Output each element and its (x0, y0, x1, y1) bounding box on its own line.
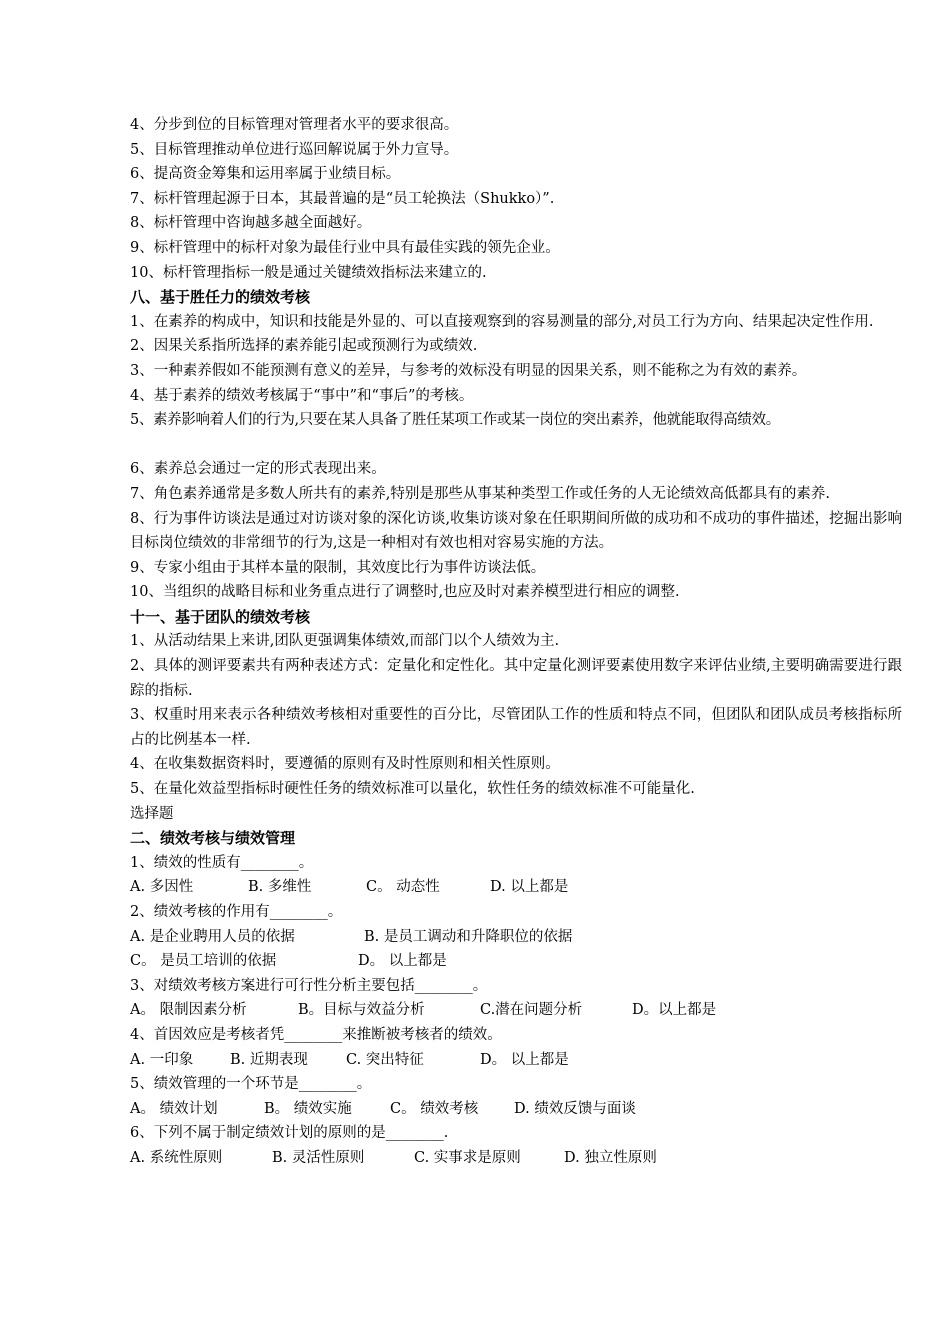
statement-8-5: 5、素养影响着人们的行为,只要在某人具备了胜任某项工作或某一岗位的突出素养，他就能取得高绩效。 (130, 412, 780, 429)
statement-7-8: 8、标杆管理中咨询越多越全面越好。 (130, 215, 372, 232)
statement-8-9: 9、专家小组由于其样本量的限制，其效度比行为事件访谈法低。 (130, 559, 546, 576)
option-d: D。 以上都是 (358, 953, 447, 970)
statement-11-5: 5、在量化效益型指标时硬性任务的绩效标准可以量化，软性任务的绩效标准不可能量化. (130, 781, 695, 798)
question-6-options (130, 1146, 902, 1171)
statement-7-6: 6、提高资金筹集和运用率属于业绩目标。 (130, 166, 401, 183)
section-11-heading: 十一、基于团队的绩效考核 (130, 607, 311, 626)
statement-7-4: 4、分步到位的目标管理对管理者水平的要求很高。 (130, 117, 459, 133)
option-a: A. 多因性 (130, 879, 194, 896)
question-5: 5、绩效管理的一个环节是________。 (130, 1076, 372, 1093)
statement-8-3: 3、一种素养假如不能预测有意义的差异，与参考的效标没有明显的因果关系，则不能称之为有效的素养。 (130, 362, 807, 379)
section-8-heading: 八、基于胜任力的绩效考核 (130, 288, 311, 307)
question-4: 4、首因效应是考核者凭________来推断被考核者的绩效。 (130, 1026, 502, 1043)
option-c: C。 绩效考核 (390, 1100, 479, 1117)
option-a: A。 限制因素分析 (130, 1002, 247, 1019)
statement-7-7: 7、标杆管理起源于日本，其最普遍的是“员工轮换法（Shukko）”. (130, 190, 555, 207)
statement-8-8: 8、行为事件访谈法是通过对访谈对象的深化访谈,收集访谈对象在任职期间所做的成功和不成功的事件描述，挖掘出影响目标岗位绩效的非常细节的行为,这是一种相对有效也相对容易实施的方法。 (130, 510, 902, 552)
option-b: B. 近期表现 (230, 1051, 308, 1068)
option-b: B. 是员工调动和升降职位的依据 (364, 928, 573, 945)
question-3: 3、对绩效考核方案进行可行性分析主要包括________。 (130, 977, 488, 994)
statement-11-2: 2、具体的测评要素共有两种表述方式：定量化和定性化。其中定量化测评要素使用数字来评估业绩,主要明确需要进行跟踪的指标. (130, 658, 902, 699)
statement-8-4: 4、基于素养的绩效考核属于“事中”和“事后”的考核。 (130, 387, 474, 404)
statement-11-3: 3、权重时用来表示各种绩效考核相对重要性的百分比，尽管团队工作的性质和特点不同，但团队和团队成员考核指标所占的比例基本一样. (130, 707, 902, 748)
question-2-options-row-1 (130, 925, 902, 950)
statement-8-6: 6、素养总会通过一定的形式表现出来。 (130, 461, 386, 478)
statement-8-7: 7、角色素养通常是多数人所共有的素养,特别是那些从事某种类型工作或任务的人无论绩效高低都具有的素养. (130, 485, 830, 502)
option-c: C. 实事求是原则 (414, 1149, 521, 1166)
option-b: B. 灵活性原则 (272, 1149, 365, 1166)
option-d: D。 以上都是 (480, 1051, 569, 1068)
option-a: A. 是企业聘用人员的依据 (130, 928, 295, 945)
question-3-options (130, 998, 902, 1023)
question-2: 2、绩效考核的作用有________。 (130, 904, 343, 920)
option-a: A. 系统性原则 (130, 1149, 223, 1166)
statement-8-1: 1、在素养的构成中，知识和技能是外显的、可以直接观察到的容易测量的部分,对员工行为方向、结果起决定性作用. (130, 313, 874, 330)
option-b: B. 多维性 (248, 879, 312, 896)
option-c: C. 突出特征 (346, 1051, 424, 1068)
question-6: 6、下列不属于制定绩效计划的原则的是________. (130, 1125, 449, 1142)
question-4-options (130, 1048, 902, 1073)
question-1: 1、绩效的性质有________。 (130, 854, 314, 871)
statement-8-2: 2、因果关系指所选择的素养能引起或预测行为或绩效. (130, 338, 478, 355)
option-d: D. 独立性原则 (564, 1149, 657, 1166)
question-2-options-row-2 (130, 949, 902, 974)
option-a: A. 一印象 (130, 1051, 194, 1068)
choice-questions-label: 选择题 (130, 805, 174, 822)
blank-line (130, 433, 902, 458)
statement-7-9: 9、标杆管理中的标杆对象为最佳行业中具有最佳实践的领先企业。 (130, 239, 560, 256)
section-2-heading: 二、绩效考核与绩效管理 (130, 829, 296, 848)
option-c: C。 动态性 (366, 879, 440, 896)
statement-7-5: 5、目标管理推动单位进行巡回解说属于外力宣导。 (130, 141, 459, 158)
option-d: D. 以上都是 (490, 879, 569, 896)
question-1-options (130, 875, 902, 900)
statement-11-4: 4、在收集数据资料时，要遵循的原则有及时性原则和相关性原则。 (130, 756, 560, 773)
option-b: B。目标与效益分析 (298, 1002, 425, 1019)
option-c: C.潜在问题分析 (480, 1002, 583, 1019)
option-d: D. 绩效反馈与面谈 (514, 1100, 636, 1117)
option-a: A。 绩效计划 (130, 1100, 218, 1117)
statement-11-1: 1、从活动结果上来讲,团队更强调集体绩效,而部门以个人绩效为主. (130, 633, 560, 650)
statement-7-10: 10、标杆管理指标一般是通过关键绩效指标法来建立的. (130, 264, 487, 281)
statement-8-10: 10、当组织的战略目标和业务重点进行了调整时,也应及时对素养模型进行相应的调整. (130, 584, 680, 601)
option-b: B。 绩效实施 (264, 1100, 352, 1117)
option-c: C。 是员工培训的依据 (130, 953, 277, 970)
document-page (130, 113, 902, 1171)
question-5-options (130, 1097, 902, 1122)
option-d: D。以上都是 (632, 1002, 717, 1019)
